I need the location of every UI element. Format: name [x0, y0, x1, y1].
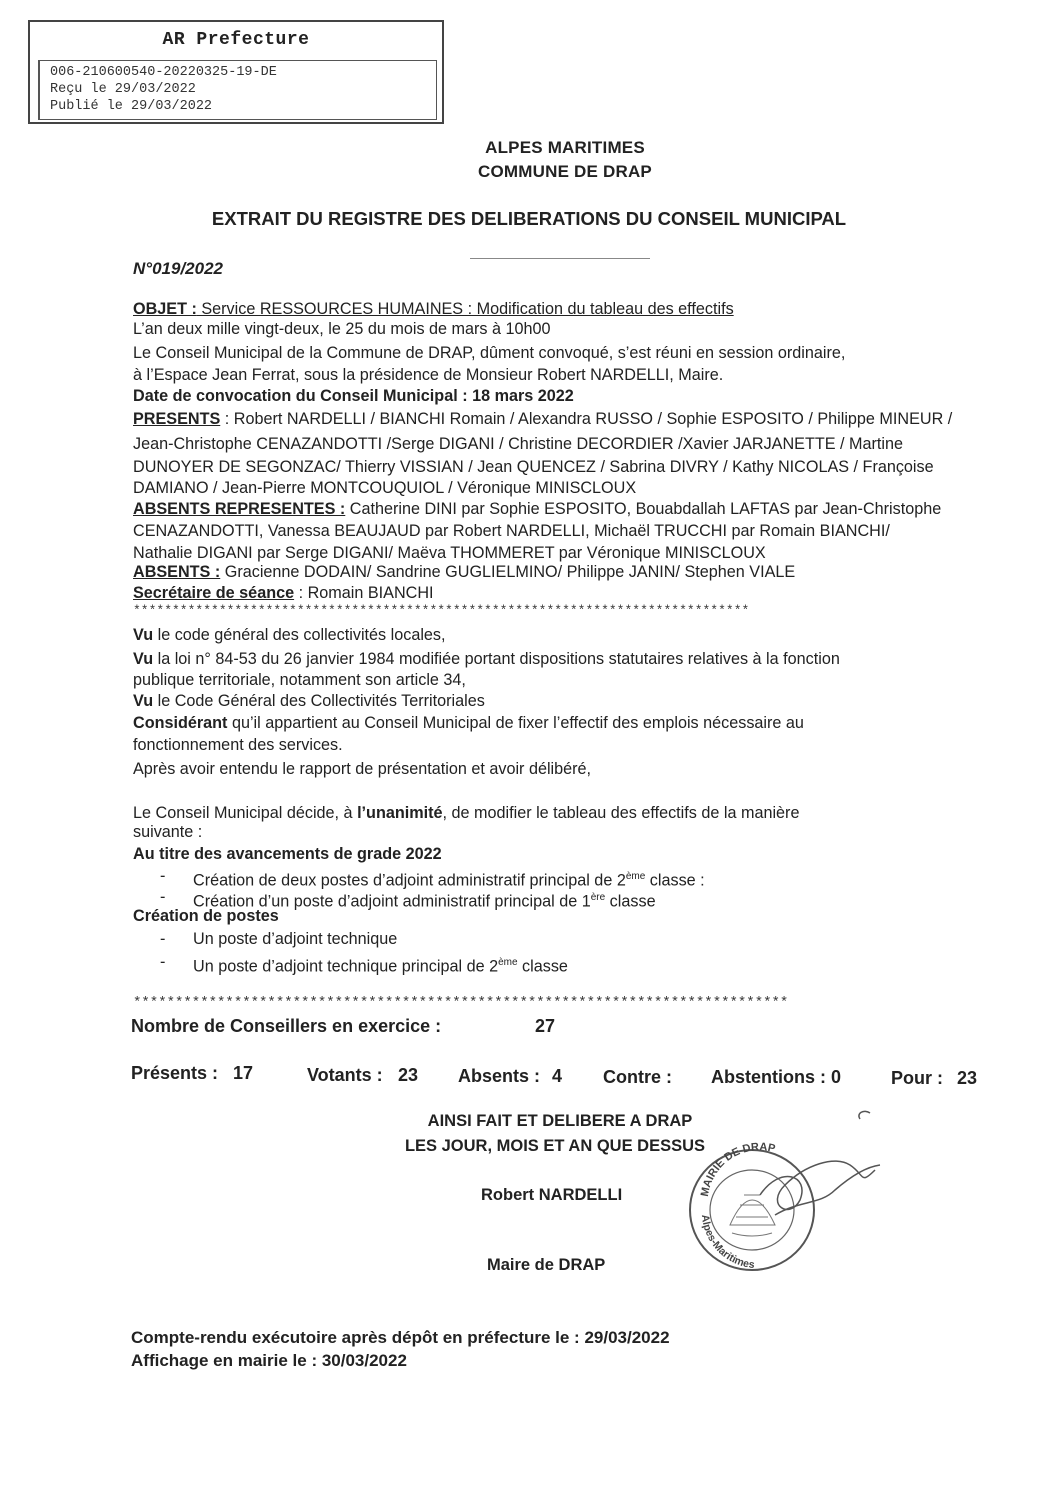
list-item-text: classe — [517, 957, 568, 976]
vu-text: le Code Général des Collectivités Territoriales — [153, 692, 485, 710]
list-item-text: classe — [605, 892, 656, 911]
stamp-title: AR Prefecture — [162, 30, 310, 50]
vu-text: le code général des collectivités locales, — [153, 626, 446, 644]
creation-heading: Création de postes — [133, 907, 279, 925]
presents-label: PRESENTS — [133, 410, 221, 428]
pour-value: 23 — [957, 1068, 978, 1088]
signatory-role: Maire de DRAP — [487, 1256, 606, 1274]
list-item-sup: ème — [625, 871, 646, 882]
list-item-text: Un poste d’adjoint technique — [193, 930, 398, 948]
secretaire-label: Secrétaire de séance — [133, 584, 295, 602]
absents-representes-line — [133, 500, 941, 520]
abstentions-label: Abstentions : 0 — [711, 1067, 842, 1087]
list-dash: - — [160, 888, 166, 906]
vu-line — [133, 671, 466, 691]
considerant-text: fonctionnement des services. — [133, 736, 343, 754]
vu-keyword: Vu — [133, 626, 154, 644]
presents-text: Jean-Christophe CENAZANDOTTI /Serge DIGANI / Christine DECORDIER /Xavier JARJANETTE / Martine — [133, 435, 903, 453]
vu-line — [133, 650, 840, 670]
footer-executoire: Compte-rendu exécutoire après dépôt en préfecture le : 29/03/2022 — [131, 1328, 670, 1347]
considerant-line — [133, 736, 343, 756]
list-item-sup: ère — [590, 892, 606, 903]
decision-text: Le Conseil Municipal décide, à — [133, 804, 358, 822]
absents-representes-text: CENAZANDOTTI, Vanessa BEAUJAUD par Robert NARDELLI, Michaël TRUCCHI par Romain BIANCHI/ — [133, 522, 890, 540]
list-item — [0, 930, 1000, 952]
decision-line: suivante : — [133, 823, 203, 841]
vu-keyword: Vu — [133, 650, 154, 668]
presents-count-value: 17 — [233, 1063, 254, 1083]
deliberation-number: N°019/2022 — [133, 259, 223, 278]
pour-label: Pour : — [891, 1068, 943, 1088]
presents-text: DAMIANO / Jean-Pierre MONTCOUQUIOL / Véronique MINISCLOUX — [133, 479, 637, 497]
stamp-details — [38, 60, 437, 120]
intro-line: Le Conseil Municipal de la Commune de DRAP, dûment convoqué, s’est réuni en session ordinaire, — [133, 344, 846, 362]
conseillers-label: Nombre de Conseillers en exercice : — [131, 1016, 442, 1036]
closing-line: AINSI FAIT ET DELIBERE A DRAP — [427, 1112, 693, 1130]
vu-line — [133, 626, 446, 646]
stamp-received: Reçu le 29/03/2022 — [50, 82, 196, 97]
vu-keyword: Vu — [133, 692, 154, 710]
list-item — [0, 953, 1000, 975]
intro-line: L’an deux mille vingt-deux, le 25 du mois de mars à 10h00 — [133, 320, 551, 338]
list-item-text: Création de deux postes d’adjoint administratif principal de 2 — [193, 871, 626, 890]
list-item — [0, 867, 1000, 889]
ar-prefecture-stamp — [28, 20, 444, 124]
list-item-text: Un poste d’adjoint technique principal de 2 — [193, 957, 499, 976]
avancements-heading: Au titre des avancements de grade 2022 — [133, 845, 442, 863]
contre-label: Contre : — [603, 1067, 672, 1087]
absents-count-value: 4 — [552, 1066, 563, 1086]
votants-label: Votants : — [307, 1065, 383, 1085]
commune-name: COMMUNE DE DRAP — [478, 162, 652, 181]
objet-line — [133, 300, 734, 320]
vu-line — [133, 692, 485, 712]
votants-value: 23 — [398, 1065, 419, 1085]
objet-label: OBJET : — [133, 300, 197, 318]
conseillers-value: 27 — [535, 1016, 556, 1036]
separator-line: ****************************************************************************** — [133, 995, 789, 1011]
absents-label: ABSENTS : — [133, 563, 221, 581]
seal-emblem — [730, 1195, 775, 1236]
closing-line: LES JOUR, MOIS ET AN QUE DESSUS — [404, 1137, 706, 1155]
list-dash: - — [160, 953, 166, 971]
rapport-text: Après avoir entendu le rapport de présentation et avoir délibéré, — [133, 760, 592, 778]
seal-top-text: MAIRIE DE DRAP — [698, 1141, 777, 1198]
document-title: EXTRAIT DU REGISTRE DES DELIBERATIONS DU CONSEIL MUNICIPAL — [211, 208, 847, 229]
separator-line: ******************************************************************************* — [133, 603, 750, 618]
stamp-published: Publié le 29/03/2022 — [50, 99, 213, 114]
absents-representes-text: Nathalie DIGANI par Serge DIGANI/ Maëva THOMMERET par Véronique MINISCLOUX — [133, 544, 766, 562]
absents-count-label: Absents : — [458, 1066, 541, 1086]
list-dash: - — [160, 930, 166, 948]
convocation-date: Date de convocation du Conseil Municipal : 18 mars 2022 — [133, 387, 574, 405]
secretaire-text: : Romain BIANCHI — [294, 584, 434, 602]
department-name: ALPES MARITIMES — [485, 138, 645, 157]
decision-unanimity: l’unanimité — [357, 804, 443, 822]
mairie-seal — [660, 1105, 900, 1285]
vu-text: la loi n° 84-53 du 26 janvier 1984 modifiée portant dispositions statutaires relatives à la fonction — [153, 650, 840, 668]
presents-count-label: Présents : — [131, 1063, 219, 1083]
considerant-line — [133, 714, 804, 734]
list-item-sup: ème — [498, 957, 518, 968]
considerant-keyword: Considérant — [133, 714, 228, 732]
presents-text: : Robert NARDELLI / BIANCHI Romain / Alexandra RUSSO / Sophie ESPOSITO / Philippe MINEUR / — [220, 410, 953, 428]
absents-representes-text: Catherine DINI par Sophie ESPOSITO, Bouabdallah LAFTAS par Jean-Christophe — [345, 500, 942, 518]
title-divider — [470, 258, 650, 259]
absents-representes-label: ABSENTS REPRESENTES : — [133, 500, 346, 518]
presents-line — [133, 410, 952, 430]
presents-text: DUNOYER DE SEGONZAC/ Thierry VISSIAN / Jean QUENCEZ / Sabrina DIVRY / Kathy NICOLAS / Françoise — [133, 458, 934, 476]
decision-text: , de modifier le tableau des effectifs de la manière — [442, 804, 800, 822]
list-dash: - — [160, 867, 166, 885]
objet-text: Service RESSOURCES HUMAINES : Modification du tableau des effectifs — [196, 300, 734, 318]
intro-line: à l’Espace Jean Ferrat, sous la présidence de Monsieur Robert NARDELLI, Maire. — [133, 366, 724, 384]
secretaire-line — [133, 584, 434, 604]
absents-line — [133, 563, 795, 583]
decision-line — [133, 804, 799, 824]
signature-scribble — [760, 1111, 880, 1215]
footer-affichage: Affichage en mairie le : 30/03/2022 — [131, 1351, 407, 1370]
vu-text: publique territoriale, notamment son article 34, — [133, 671, 466, 689]
absents-text: Gracienne DODAIN/ Sandrine GUGLIELMINO/ Philippe JANIN/ Stephen VIALE — [220, 563, 796, 581]
stamp-reference: 006-210600540-20220325-19-DE — [50, 65, 277, 80]
list-item-text: classe : — [645, 871, 705, 890]
seal-bottom-text: Alpes-Maritimes — [698, 1213, 756, 1272]
rapport-line — [133, 760, 591, 780]
list-item-text: Création d’un poste d’adjoint administratif principal de 1 — [193, 892, 591, 911]
considerant-text: qu’il appartient au Conseil Municipal de fixer l’effectif des emplois nécessaire au — [227, 714, 804, 732]
signatory-name: Robert NARDELLI — [481, 1186, 623, 1204]
